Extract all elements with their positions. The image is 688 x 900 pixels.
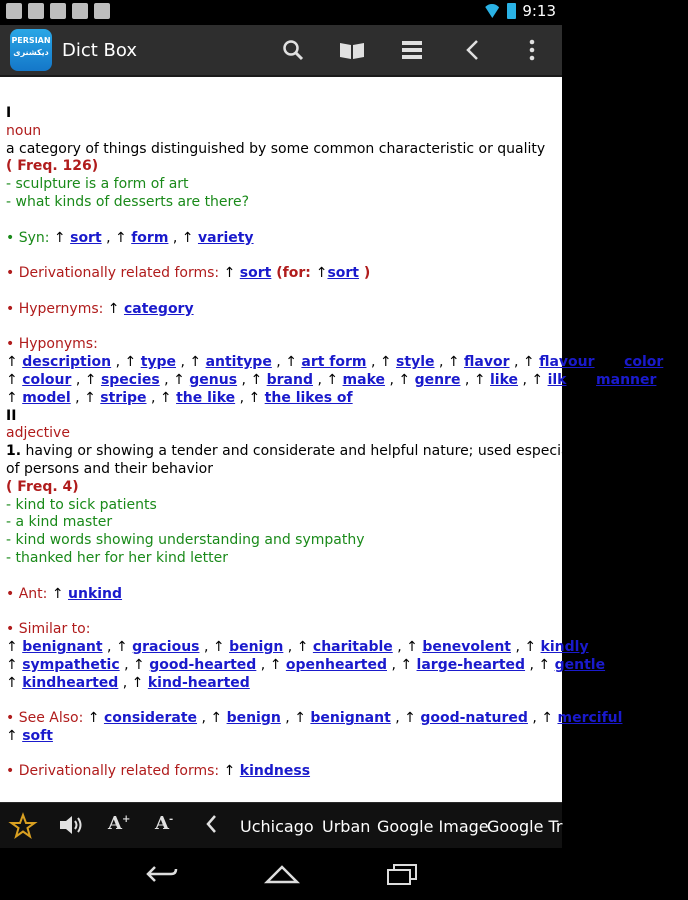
antonym-row: • Ant: ↑ unkind: [6, 585, 123, 602]
hyponym-link[interactable]: genre: [414, 371, 461, 388]
see-also-link[interactable]: considerate: [103, 710, 198, 727]
example: - kind to sick patients: [6, 496, 157, 513]
arrow-icon: ↑: [676, 354, 688, 371]
hyponym-link[interactable]: ilk: [547, 371, 567, 388]
similar-link[interactable]: gentle: [554, 656, 606, 673]
hyponym-link[interactable]: make: [342, 371, 386, 388]
book-icon[interactable]: [337, 35, 367, 65]
image-notification-icon: [6, 3, 22, 19]
synonyms-row: • Syn: ↑ sort , ↑ form , ↑ variety: [6, 229, 254, 246]
recent-apps-icon[interactable]: [382, 860, 422, 888]
status-bar: [0, 0, 562, 25]
arrow-icon: ↑: [473, 371, 490, 388]
arrow-icon: ↑: [522, 354, 540, 371]
arrow-icon: ↑: [296, 638, 313, 655]
status-time: 9:13: [522, 2, 556, 20]
similar-links-row: ↑ sympathetic , ↑ good-hearted , ↑ openhearted , ↑ large-hearted , ↑ gentle , ↑: [6, 656, 631, 673]
see-also-link[interactable]: benignant: [310, 710, 391, 727]
similar-label: • Similar to:: [6, 621, 91, 638]
arrow-icon: ↑: [6, 674, 23, 691]
back-icon[interactable]: [142, 860, 182, 888]
similar-link[interactable]: sympathetic: [22, 656, 120, 673]
hyponym-link[interactable]: species: [100, 371, 160, 388]
hyponym-link[interactable]: art form: [301, 354, 367, 371]
see-also-row: [6, 728, 556, 746]
android-notification-icon: [94, 3, 110, 19]
similar-link[interactable]: benignant: [22, 638, 103, 655]
example: - sculpture is a form of art: [6, 176, 189, 193]
app-logo-icon[interactable]: PERSIAN دیکشنری: [10, 29, 52, 71]
arrow-icon: ↑: [210, 710, 227, 727]
similar-link[interactable]: benevolent: [422, 638, 511, 655]
task-notification-icon: [28, 3, 44, 19]
arrow-icon: ↑: [400, 656, 417, 673]
deriv-link[interactable]: sort: [239, 265, 272, 282]
action-bar: [0, 25, 562, 77]
arrow-icon: ↑: [6, 638, 23, 655]
font-decrease-icon[interactable]: A-: [155, 813, 174, 834]
hyponym-link[interactable]: the like: [176, 389, 236, 406]
syn-link[interactable]: form: [131, 229, 169, 246]
arrow-icon: ↑: [524, 638, 541, 655]
hypernym-link[interactable]: category: [123, 300, 194, 317]
similar-link[interactable]: good-hearted: [149, 656, 257, 673]
example: - thanked her for her kind letter: [6, 549, 229, 566]
arrow-icon: ↑: [541, 710, 558, 727]
derivation-row: • Derivationally related forms: ↑ kindness: [6, 763, 311, 780]
arrow-icon: ↑: [6, 371, 23, 388]
hyponym-link[interactable]: antitype: [205, 354, 272, 371]
arrow-icon: ↑: [269, 656, 286, 673]
dictionary-link-urban[interactable]: Urban: [322, 817, 371, 836]
hyponym-link[interactable]: flavor: [464, 354, 510, 371]
back-chevron-icon[interactable]: [457, 35, 487, 65]
syn-link[interactable]: variety: [197, 229, 254, 246]
definition-text: a category of things distinguished by some common characteristic or quality: [6, 140, 546, 157]
arrow-icon: ↑: [607, 354, 625, 371]
arrow-icon: ↑: [173, 371, 190, 388]
arrow-icon: ↑: [84, 389, 101, 406]
hyponym-links-row: ↑ colour , ↑ species , ↑ genus , ↑ brand , ↑ make , ↑ genre , ↑ like , ↑ ilk , ↑ manner , ↑: [6, 371, 682, 388]
hyponym-link[interactable]: the likes of: [264, 389, 353, 406]
dictionary-link-uchicago[interactable]: Uchicago: [240, 817, 314, 836]
example: - kind words showing understanding and sympathy: [6, 532, 365, 549]
hyponym-links-row: ↑ model , ↑ stripe , ↑ the like , ↑ the likes of: [6, 389, 353, 406]
arrow-icon: ↑: [618, 656, 631, 673]
part-of-speech: adjective: [6, 425, 70, 442]
arrow-icon: ↑: [601, 638, 614, 655]
arrow-icon: ↑: [398, 371, 415, 388]
similar-links-row: ↑ benignant , ↑ gracious , ↑ benign , ↑ charitable , ↑ benevolent , ↑ kindly , ↑: [6, 638, 614, 655]
definition-text: 1. having or showing a tender and considerate and helpful nature; used especially: [6, 443, 586, 460]
font-increase-icon[interactable]: A+: [108, 813, 131, 834]
arrow-icon: ↑: [6, 389, 23, 406]
arrow-icon: ↑: [189, 354, 206, 371]
arrow-icon: ↑: [250, 371, 267, 388]
star-icon[interactable]: [10, 813, 36, 844]
arrow-icon: ↑: [579, 371, 597, 388]
similar-link[interactable]: large-hearted: [416, 656, 526, 673]
definition-content[interactable]: [0, 77, 688, 802]
navigation-bar: [0, 848, 562, 900]
scroll-left-chevron-icon[interactable]: [205, 813, 217, 840]
hyponym-link[interactable]: type: [140, 354, 177, 371]
hyponym-links-row: ↑ description , ↑ type , ↑ antitype , ↑ art form , ↑ style , ↑ flavor , ↑ flavour , ↑ color , ↑: [6, 354, 688, 371]
search-icon[interactable]: [278, 35, 308, 65]
arrow-icon: ↑: [326, 371, 343, 388]
list-icon[interactable]: [397, 35, 427, 65]
arrow-icon: ↑: [124, 354, 141, 371]
arrow-icon: ↑: [447, 354, 465, 371]
antonym-link[interactable]: unkind: [68, 585, 123, 602]
arrow-icon: ↑: [669, 371, 682, 388]
derivation-row: • Derivationally related forms: ↑ sort (for: ↑sort ): [6, 265, 371, 282]
sense-label: II: [6, 407, 17, 424]
hyponyms-label: • Hyponyms:: [6, 336, 98, 353]
arrow-icon: ↑: [6, 727, 23, 744]
frequency: ( Freq. 4): [6, 478, 79, 495]
deriv-link[interactable]: kindness: [239, 763, 311, 780]
dictionary-link-google-image[interactable]: Google Image: [377, 817, 489, 836]
sense-label: I: [6, 105, 12, 121]
similar-link[interactable]: kind-hearted: [147, 674, 250, 691]
dictionary-link-google-translate[interactable]: Google Tr: [487, 817, 563, 836]
arrow-icon: ↑: [115, 638, 133, 655]
see-also-row: • See Also: ↑ considerate , ↑ benign , ↑ benignant , ↑ good-natured , ↑ merciful , ↑: [6, 710, 648, 727]
frequency: ( Freq. 126): [6, 158, 99, 175]
arrow-icon: ↑: [248, 389, 265, 406]
notification-icons: [6, 3, 110, 19]
arrow-icon: ↑: [131, 674, 148, 691]
arrow-icon: ↑: [87, 710, 104, 727]
similar-link[interactable]: kindhearted: [22, 674, 119, 691]
arrow-icon: ↑: [379, 354, 397, 371]
hyponym-link[interactable]: stripe: [100, 389, 147, 406]
arrow-icon: ↑: [133, 656, 150, 673]
hyponym-link[interactable]: style: [396, 354, 435, 371]
arrow-icon: ↑: [404, 710, 421, 727]
see-also-link[interactable]: soft: [22, 727, 53, 744]
similar-link[interactable]: benign: [229, 638, 284, 655]
example: - a kind master: [6, 514, 113, 531]
deriv-for-link[interactable]: sort: [327, 265, 360, 282]
arrow-icon: ↑: [538, 656, 555, 673]
see-also-link[interactable]: merciful: [557, 710, 623, 727]
hyponym-link[interactable]: color: [624, 354, 664, 371]
arrow-icon: ↑: [406, 638, 423, 655]
overflow-menu-icon[interactable]: [517, 35, 547, 65]
similar-link[interactable]: gracious: [132, 638, 200, 655]
hypernyms-row: • Hypernyms: ↑ category: [6, 300, 194, 317]
arrow-icon: ↑: [531, 371, 548, 388]
sim-notification-icon: [50, 3, 66, 19]
hyponym-link[interactable]: flavour: [539, 354, 595, 371]
see-also-link[interactable]: benign: [226, 710, 281, 727]
app-title: Dict Box: [62, 40, 137, 61]
home-icon[interactable]: [262, 860, 302, 888]
arrow-icon: ↑: [285, 354, 302, 371]
hyponym-link[interactable]: manner: [596, 371, 657, 388]
arrow-icon: ↑: [635, 710, 648, 727]
part-of-speech: noun: [6, 122, 42, 139]
similar-link[interactable]: kindly: [540, 638, 589, 655]
arrow-icon: ↑: [294, 710, 311, 727]
speaker-icon[interactable]: [58, 813, 84, 842]
arrow-icon: ↑: [6, 656, 23, 673]
arrow-icon: ↑: [6, 354, 23, 371]
see-also-link[interactable]: good-natured: [420, 710, 528, 727]
arrow-icon: ↑: [212, 638, 230, 655]
similar-link[interactable]: openhearted: [285, 656, 387, 673]
similar-link[interactable]: charitable: [312, 638, 393, 655]
hyponym-link[interactable]: genus: [189, 371, 238, 388]
hyponym-link[interactable]: colour: [22, 371, 72, 388]
example: - what kinds of desserts are there?: [6, 193, 250, 210]
bottom-toolbar: [0, 802, 562, 849]
hyponym-link[interactable]: brand: [266, 371, 313, 388]
arrow-icon: ↑: [159, 389, 177, 406]
similar-links-row: ↑ kindhearted , ↑ kind-hearted: [6, 674, 250, 691]
definition-text: of persons and their behavior: [6, 460, 213, 477]
battery-icon: [507, 3, 516, 19]
arrow-icon: ↑: [84, 371, 101, 388]
wifi-icon: [483, 4, 501, 18]
syn-link[interactable]: sort: [70, 229, 102, 246]
task2-notification-icon: [72, 3, 88, 19]
hyponym-link[interactable]: description: [22, 354, 112, 371]
hyponym-link[interactable]: model: [22, 389, 71, 406]
hyponym-link[interactable]: like: [490, 371, 519, 388]
